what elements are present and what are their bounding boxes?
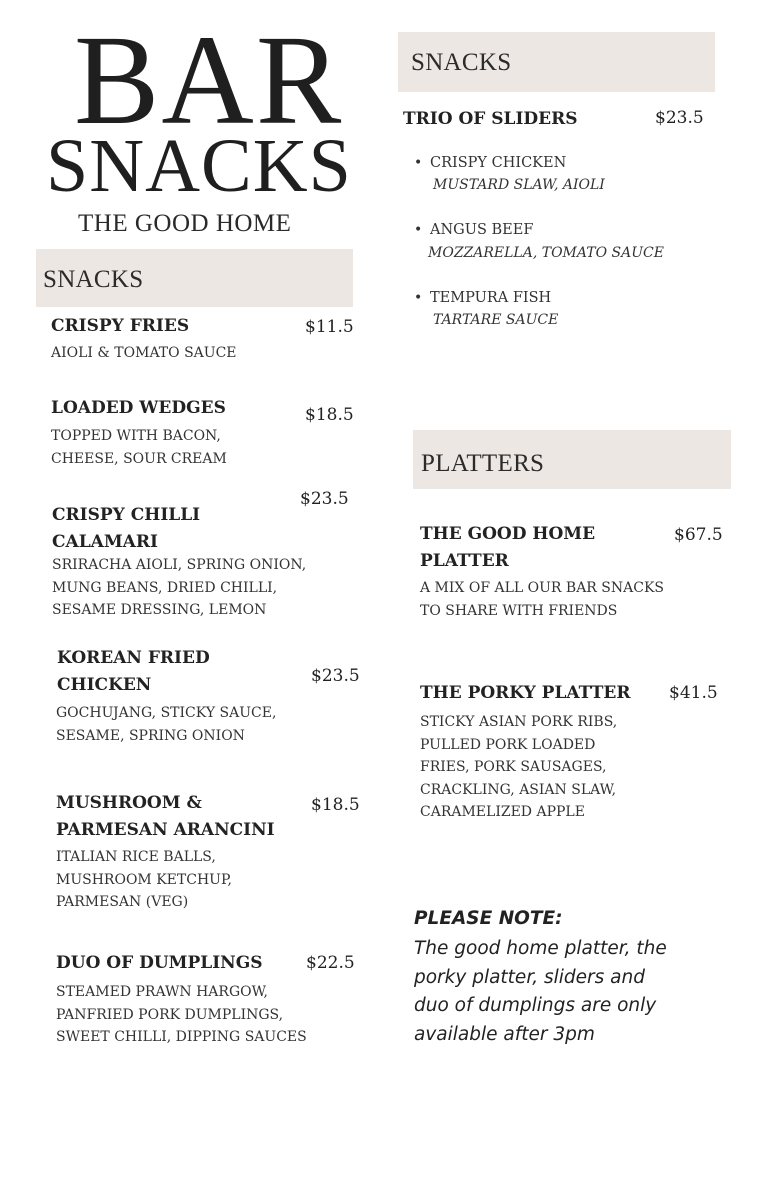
- platters-band: [413, 430, 731, 489]
- left-snacks-heading: SNACKS: [43, 266, 144, 293]
- menu-item-name: DUO OF DUMPLINGS: [56, 953, 263, 973]
- slider-option-sub: MUSTARD SLAW, AIOLI: [433, 177, 605, 193]
- slider-option-name: ANGUS BEEF: [430, 222, 534, 238]
- menu-item-price: $22.5: [306, 953, 355, 973]
- right-snacks-band: [398, 32, 715, 92]
- menu-item-name: MUSHROOM & PARMESAN ARANCINI: [56, 793, 275, 840]
- menu-item-name: CRISPY CHILLI CALAMARI: [52, 505, 201, 552]
- menu-item-desc: TOPPED WITH BACON, CHEESE, SOUR CREAM: [51, 428, 227, 467]
- right-snacks-heading: SNACKS: [411, 49, 512, 76]
- sliders-price: $23.5: [655, 108, 704, 128]
- slider-option-sub: MOZZARELLA, TOMATO SAUCE: [428, 245, 664, 261]
- title-snacks-word: SNACKS: [46, 124, 352, 208]
- menu-item-price: $23.5: [311, 666, 360, 686]
- platter-desc: STICKY ASIAN PORK RIBS, PULLED PORK LOADED FRIES, PORK SAUSAGES, CRACKLING, ASIAN SLAW, CARAMELIZED APPLE: [420, 714, 618, 820]
- menu-item-desc: SRIRACHA AIOLI, SPRING ONION, MUNG BEANS, DRIED CHILLI, SESAME DRESSING, LEMON: [52, 557, 307, 618]
- menu-item-price: $23.5: [300, 489, 349, 509]
- slider-option-name: CRISPY CHICKEN: [430, 155, 567, 171]
- menu-item-desc: AIOLI & TOMATO SAUCE: [51, 345, 237, 361]
- bullet-icon: •: [414, 155, 423, 171]
- bullet-icon: •: [414, 222, 423, 238]
- menu-item-price: $18.5: [311, 795, 360, 815]
- menu-item-name: LOADED WEDGES: [51, 398, 226, 418]
- platter-name: THE PORKY PLATTER: [420, 683, 631, 703]
- sliders-name: TRIO OF SLIDERS: [403, 109, 578, 129]
- menu-item-name: KOREAN FRIED CHICKEN: [57, 648, 210, 695]
- slider-option-name: TEMPURA FISH: [430, 290, 552, 306]
- menu-item-name: CRISPY FRIES: [51, 316, 190, 336]
- note-body: The good home platter, the porky platter, sliders and duo of dumplings are only available after 3pm: [414, 938, 667, 1045]
- note-title: PLEASE NOTE:: [414, 908, 563, 929]
- platter-name: THE GOOD HOME PLATTER: [420, 524, 596, 571]
- menu-item-price: $18.5: [305, 405, 354, 425]
- platter-desc: A MIX OF ALL OUR BAR SNACKS TO SHARE WITH FRIENDS: [420, 580, 665, 619]
- menu-item-desc: GOCHUJANG, STICKY SAUCE, SESAME, SPRING ONION: [56, 705, 277, 744]
- menu-item-desc: STEAMED PRAWN HARGOW, PANFRIED PORK DUMPLINGS, SWEET CHILLI, DIPPING SAUCES: [56, 984, 307, 1045]
- restaurant-name: THE GOOD HOME: [78, 210, 292, 237]
- menu-item-price: $11.5: [305, 317, 354, 337]
- bullet-icon: •: [414, 290, 423, 306]
- title-bar-word: BAR: [74, 9, 344, 151]
- platters-heading: PLATTERS: [421, 450, 545, 477]
- slider-option-sub: TARTARE SAUCE: [433, 312, 559, 328]
- menu-item-desc: ITALIAN RICE BALLS, MUSHROOM KETCHUP, PARMESAN (VEG): [56, 849, 232, 910]
- platter-price: $41.5: [669, 683, 718, 703]
- left-snacks-band: [36, 249, 353, 307]
- platter-price: $67.5: [674, 525, 723, 545]
